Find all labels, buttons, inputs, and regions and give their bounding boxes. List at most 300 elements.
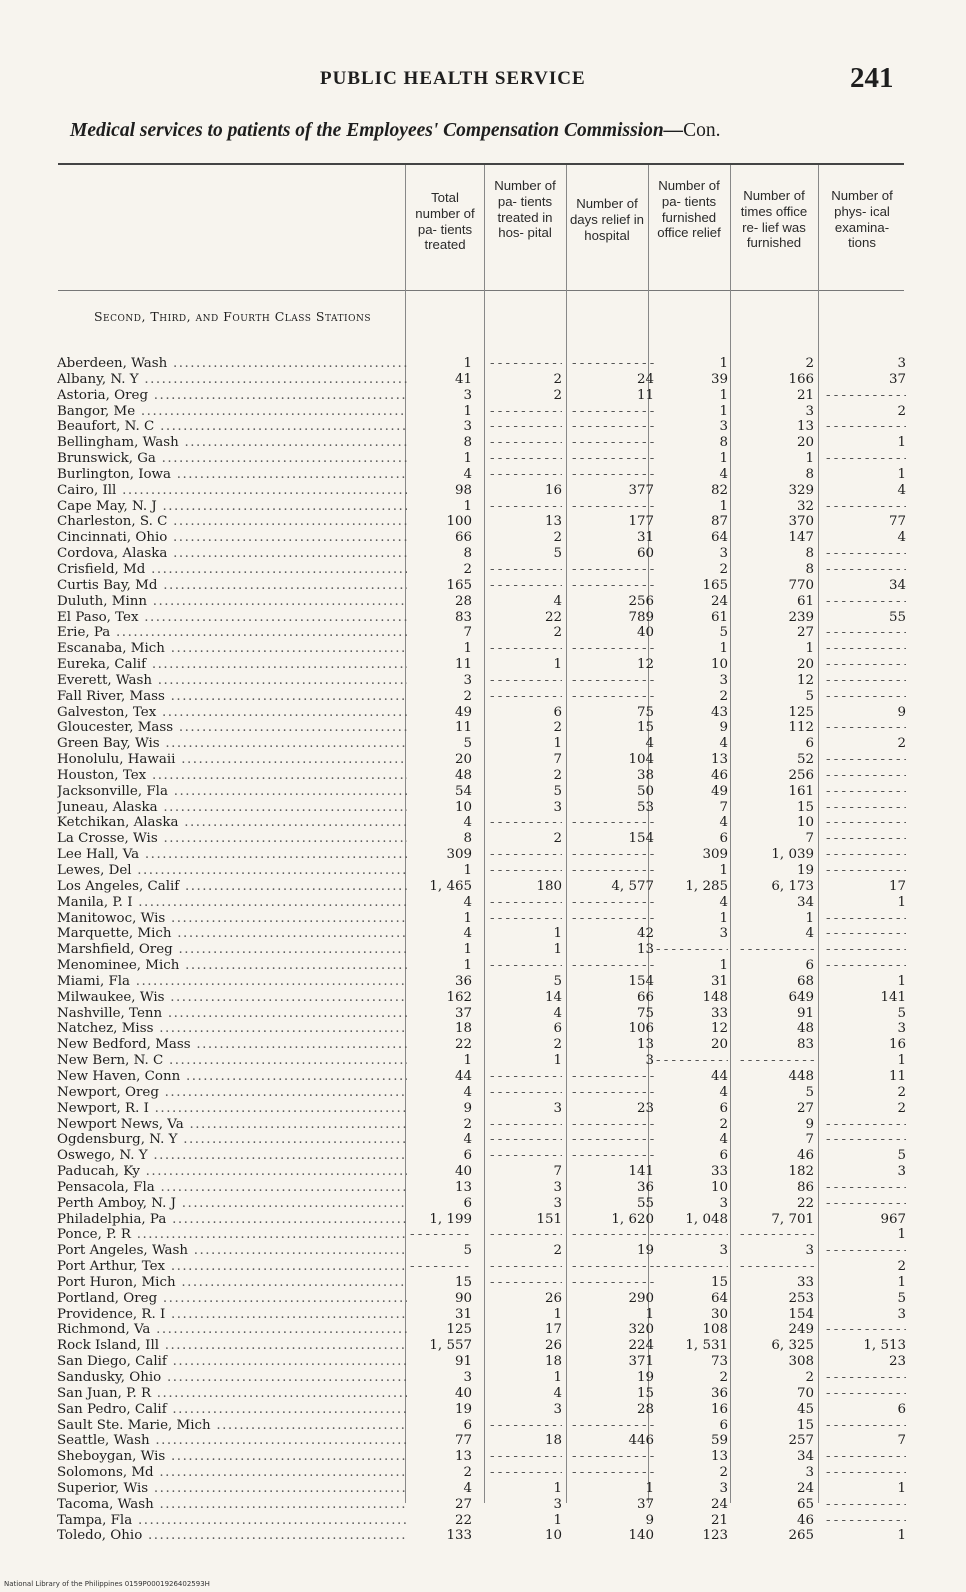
cell-col-3: 40 [636, 625, 654, 641]
cell-col-5: 7, 701 [771, 1211, 814, 1227]
table-row [0, 1101, 966, 1117]
cell-col-4: 2 [719, 1465, 728, 1481]
cell-col-5: 3 [805, 403, 814, 419]
cell-col-3: 154 [628, 973, 654, 989]
cell-col-2: 17 [544, 1322, 562, 1338]
cell-col-3: 1 [645, 1306, 654, 1322]
cell-col-2 [490, 356, 562, 372]
cell-col-1: 1 [463, 958, 472, 974]
cell-col-5: 83 [796, 1037, 814, 1053]
cell-col-1: 22 [454, 1037, 472, 1053]
table-row [0, 546, 966, 562]
cell-col-6: 16 [888, 1037, 906, 1053]
cell-col-3 [572, 419, 654, 435]
cell-col-4: 13 [710, 752, 728, 768]
cell-col-5: 46 [796, 1148, 814, 1164]
station-name: Galveston, Tex ..... [57, 705, 407, 721]
cell-col-2 [490, 1227, 562, 1243]
cell-col-2: 3 [553, 1195, 562, 1211]
station-name: Bangor, Me ..... [57, 404, 407, 420]
station-name: Toledo, Ohio ..... [57, 1528, 407, 1544]
station-name: Erie, Pa ..... [57, 625, 407, 641]
cell-col-2 [490, 467, 562, 483]
cell-col-2: 151 [536, 1211, 562, 1227]
cell-col-5: 6 [805, 736, 814, 752]
title-tail: Con. [683, 120, 721, 141]
cell-col-4: 73 [710, 1354, 728, 1370]
station-name: New Bedford, Mass ..... [57, 1037, 407, 1053]
cell-col-6 [826, 752, 906, 768]
cell-col-3: 154 [628, 831, 654, 847]
cell-col-5: 4 [805, 926, 814, 942]
table-row [0, 610, 966, 626]
station-name: Los Angeles, Calif ..... [57, 879, 407, 895]
cell-col-3 [572, 356, 654, 372]
cell-col-5: 649 [788, 989, 814, 1005]
table-row [0, 1465, 966, 1481]
table-row [0, 990, 966, 1006]
cell-col-2: 5 [553, 546, 562, 562]
table-row [0, 1528, 966, 1544]
cell-col-1: 77 [454, 1433, 472, 1449]
cell-col-5: 256 [788, 767, 814, 783]
table-row [0, 720, 966, 736]
cell-col-3: 177 [628, 514, 654, 530]
cell-col-5: 1, 039 [771, 847, 814, 863]
cell-col-6: 4 [897, 482, 906, 498]
cell-col-6 [826, 388, 906, 404]
station-name: Lee Hall, Va ..... [57, 847, 407, 863]
title-italic: Medical services to patients of the Employees' Compensation Commission— [70, 120, 684, 141]
cell-col-2: 26 [544, 1338, 562, 1354]
col-header-physical-exams: Number of phys- ical examina- tions [831, 188, 893, 251]
cell-col-4: 4 [719, 1084, 728, 1100]
table-row [0, 705, 966, 721]
cell-col-1: 1 [463, 498, 472, 514]
cell-col-5: 22 [796, 1195, 814, 1211]
cell-col-5 [740, 942, 814, 958]
cell-col-3 [572, 673, 654, 689]
cell-col-2: 13 [544, 514, 562, 530]
station-name: Port Huron, Mich ..... [57, 1275, 407, 1291]
cell-col-1: 41 [454, 371, 472, 387]
table-row [0, 1481, 966, 1497]
cell-col-2: 2 [553, 1037, 562, 1053]
cell-col-1: 1, 465 [429, 878, 472, 894]
cell-col-3: 50 [636, 783, 654, 799]
cell-col-4: 1, 285 [685, 878, 728, 894]
station-name: Manitowoc, Wis ..... [57, 911, 407, 927]
cell-col-1: 4 [463, 1480, 472, 1496]
cell-col-4: 13 [710, 1449, 728, 1465]
cell-col-5: 15 [796, 1417, 814, 1433]
cell-col-5: 265 [788, 1528, 814, 1544]
station-name: Ogdensburg, N. Y ..... [57, 1132, 407, 1148]
station-name: Rock Island, Ill ..... [57, 1338, 407, 1354]
table-title [70, 120, 721, 142]
cell-col-5: 257 [788, 1433, 814, 1449]
cell-col-3: 1 [645, 1480, 654, 1496]
cell-col-2: 5 [553, 783, 562, 799]
cell-col-2: 1 [553, 1306, 562, 1322]
cell-col-4: 1, 048 [685, 1211, 728, 1227]
cell-col-3: 320 [628, 1322, 654, 1338]
cell-col-1: 1, 557 [429, 1338, 472, 1354]
cell-col-6 [826, 1117, 906, 1133]
cell-col-1: 2 [463, 561, 472, 577]
cell-col-3 [572, 499, 654, 515]
cell-col-2: 3 [553, 799, 562, 815]
cell-col-3 [572, 689, 654, 705]
cell-col-2: 2 [553, 767, 562, 783]
cell-col-3: 23 [636, 1100, 654, 1116]
table-row [0, 974, 966, 990]
cell-col-4: 64 [710, 530, 728, 546]
cell-col-6 [826, 1497, 906, 1513]
cell-col-5: 5 [805, 1084, 814, 1100]
top-rule [58, 163, 904, 165]
cell-col-2 [490, 689, 562, 705]
header-rule [58, 290, 904, 291]
cell-col-2: 4 [553, 1005, 562, 1021]
cell-col-2: 18 [544, 1354, 562, 1370]
cell-col-2: 2 [553, 1243, 562, 1259]
cell-col-1: 4 [463, 466, 472, 482]
cell-col-4: 1 [719, 910, 728, 926]
cell-col-2 [490, 911, 562, 927]
cell-col-3 [572, 1132, 654, 1148]
station-name: San Juan, P. R ..... [57, 1386, 407, 1402]
cell-col-4: 10 [710, 1179, 728, 1195]
table-row [0, 1386, 966, 1402]
cell-col-4: 7 [719, 799, 728, 815]
cell-col-5 [740, 1053, 814, 1069]
cell-col-4: 3 [719, 419, 728, 435]
cell-col-1: 8 [463, 831, 472, 847]
cell-col-6 [826, 800, 906, 816]
cell-col-6 [826, 625, 906, 641]
cell-col-3 [572, 911, 654, 927]
cell-col-4: 1 [719, 403, 728, 419]
table-row [0, 926, 966, 942]
station-name: Lewes, Del ..... [57, 863, 407, 879]
table-row [0, 1291, 966, 1307]
cell-col-6: 17 [888, 878, 906, 894]
cell-col-3 [572, 863, 654, 879]
cell-col-3 [572, 404, 654, 420]
cell-col-4: 6 [719, 1148, 728, 1164]
cell-col-2 [490, 404, 562, 420]
cell-col-6 [826, 673, 906, 689]
station-name: Tacoma, Wash ..... [57, 1497, 407, 1513]
cell-col-1: 22 [454, 1512, 472, 1528]
cell-col-3: 446 [628, 1433, 654, 1449]
cell-col-3 [572, 1117, 654, 1133]
table-row [0, 1037, 966, 1053]
table-row [0, 1069, 966, 1085]
cell-col-6: 1 [897, 466, 906, 482]
table-row [0, 641, 966, 657]
cell-col-3: 4, 577 [611, 878, 654, 894]
cell-col-5: 161 [788, 783, 814, 799]
cell-col-1: 91 [454, 1354, 472, 1370]
cell-col-6: 3 [897, 1306, 906, 1322]
cell-col-4: 16 [710, 1401, 728, 1417]
cell-col-2 [490, 1117, 562, 1133]
cell-col-1: 100 [446, 514, 472, 530]
cell-col-3: 19 [636, 1243, 654, 1259]
cell-col-1: 11 [454, 720, 472, 736]
cell-col-1: 20 [454, 752, 472, 768]
cell-col-3 [572, 958, 654, 974]
table-row [0, 831, 966, 847]
cell-col-2: 6 [553, 1021, 562, 1037]
cell-col-5: 9 [805, 1116, 814, 1132]
cell-col-4: 1 [719, 356, 728, 371]
cell-col-4: 33 [710, 1005, 728, 1021]
cell-col-1: 19 [454, 1401, 472, 1417]
cell-col-2: 3 [553, 1401, 562, 1417]
table-row [0, 752, 966, 768]
cell-col-2: 2 [553, 625, 562, 641]
cell-col-2 [490, 1275, 562, 1291]
cell-col-1: 1 [463, 451, 472, 467]
station-name: Solomons, Md ..... [57, 1465, 407, 1481]
cell-col-4: 148 [702, 989, 728, 1005]
cell-col-1: 48 [454, 767, 472, 783]
cell-col-6: 37 [888, 371, 906, 387]
cell-col-4: 3 [719, 546, 728, 562]
cell-col-4: 9 [719, 720, 728, 736]
cell-col-6 [826, 689, 906, 705]
cell-col-5: 5 [805, 688, 814, 704]
cell-col-4: 4 [719, 466, 728, 482]
cell-col-2 [490, 578, 562, 594]
cell-col-4: 8 [719, 435, 728, 451]
station-name: Marquette, Mich ..... [57, 926, 407, 942]
cell-col-2: 1 [553, 1370, 562, 1385]
cell-col-3: 12 [636, 657, 654, 673]
cell-col-5: 12 [796, 672, 814, 688]
cell-col-1: 66 [454, 530, 472, 546]
station-name: Paducah, Ky ..... [57, 1164, 407, 1180]
station-name: Sheboygan, Wis ..... [57, 1449, 407, 1465]
station-name: Houston, Tex ..... [57, 768, 407, 784]
cell-col-6: 34 [888, 577, 906, 593]
station-name: Burlington, Iowa ..... [57, 467, 407, 483]
table-row [0, 1006, 966, 1022]
cell-col-6: 2 [897, 1100, 906, 1116]
cell-col-2: 14 [544, 989, 562, 1005]
table-row [0, 356, 966, 372]
cell-col-1: 4 [463, 894, 472, 910]
cell-col-3: 3 [645, 1053, 654, 1069]
cell-col-4: 12 [710, 1021, 728, 1037]
cell-col-4 [656, 942, 728, 958]
cell-col-4: 20 [710, 1037, 728, 1053]
station-name: Curtis Bay, Md ..... [57, 578, 407, 594]
cell-col-6: 7 [897, 1433, 906, 1449]
cell-col-4: 108 [702, 1322, 728, 1338]
cell-col-3 [572, 435, 654, 451]
cell-col-3: 38 [636, 767, 654, 783]
cell-col-6 [826, 863, 906, 879]
cell-col-6: 3 [897, 1021, 906, 1037]
cell-col-2: 1 [553, 1053, 562, 1069]
cell-col-5: 15 [796, 799, 814, 815]
cell-col-5: 34 [796, 894, 814, 910]
cell-col-5: 20 [796, 435, 814, 451]
cell-col-5: 154 [788, 1306, 814, 1322]
station-name: Brunswick, Ga ..... [57, 451, 407, 467]
station-name: Honolulu, Hawaii ..... [57, 752, 407, 768]
cell-col-4: 82 [710, 482, 728, 498]
cell-col-4: 3 [719, 926, 728, 942]
station-name: New Haven, Conn ..... [57, 1069, 407, 1085]
cell-col-3 [572, 451, 654, 467]
cell-col-5: 65 [796, 1496, 814, 1512]
cell-col-3 [572, 641, 654, 657]
cell-col-5: 33 [796, 1274, 814, 1290]
cell-col-2 [490, 1069, 562, 1085]
table-row [0, 514, 966, 530]
cell-col-4: 6 [719, 1417, 728, 1433]
col-header-treated-in-hospital: Number of pa- tients treated in hos- pital [494, 178, 556, 241]
cell-col-6 [826, 451, 906, 467]
cell-col-6 [826, 942, 906, 958]
cell-col-2 [490, 1085, 562, 1101]
cell-col-5: 253 [788, 1290, 814, 1306]
cell-col-6: 1 [897, 1274, 906, 1290]
cell-col-6 [826, 1418, 906, 1434]
station-name: Fall River, Mass ..... [57, 689, 407, 705]
table-row [0, 499, 966, 515]
cell-col-1: 18 [454, 1021, 472, 1037]
cell-col-6: 1 [897, 1227, 906, 1243]
cell-col-4: 1, 531 [685, 1338, 728, 1354]
cell-col-2 [490, 435, 562, 451]
cell-col-4: 2 [719, 561, 728, 577]
cell-col-2 [490, 499, 562, 515]
cell-col-5: 20 [796, 657, 814, 673]
station-name: Natchez, Miss ..... [57, 1021, 407, 1037]
running-head: PUBLIC HEALTH SERVICE [320, 68, 586, 89]
cell-col-4: 30 [710, 1306, 728, 1322]
cell-col-3: 13 [636, 942, 654, 958]
cell-col-6 [826, 1196, 906, 1212]
cell-col-4: 64 [710, 1290, 728, 1306]
cell-col-5: 249 [788, 1322, 814, 1338]
cell-col-2: 5 [553, 973, 562, 989]
cell-col-3: 36 [636, 1179, 654, 1195]
col-header-days-relief: Number of days relief in hospital [569, 196, 645, 243]
cell-col-5: 34 [796, 1449, 814, 1465]
cell-col-1: 49 [454, 704, 472, 720]
cell-col-4: 3 [719, 1195, 728, 1211]
station-name: Tampa, Fla ..... [57, 1513, 407, 1529]
col-header-total-treated: Total number of pa- tients treated [415, 190, 475, 253]
cell-col-1: 5 [463, 736, 472, 752]
cell-col-6 [826, 1513, 906, 1529]
station-name: Eureka, Calif ..... [57, 657, 407, 673]
cell-col-1 [410, 1227, 472, 1243]
cell-col-1: 28 [454, 593, 472, 609]
cell-col-1: 162 [446, 989, 472, 1005]
cell-col-2: 2 [553, 831, 562, 847]
cell-col-4: 2 [719, 1370, 728, 1385]
cell-col-4: 4 [719, 736, 728, 752]
cell-col-1: 2 [463, 688, 472, 704]
table-row [0, 419, 966, 435]
cell-col-2: 3 [553, 1179, 562, 1195]
cell-col-5: 770 [788, 577, 814, 593]
cell-col-1: 1, 199 [429, 1211, 472, 1227]
station-name: Cape May, N. J ..... [57, 499, 407, 515]
station-name: Everett, Wash ..... [57, 673, 407, 689]
cell-col-5: 1 [805, 451, 814, 467]
cell-col-1: 5 [463, 1243, 472, 1259]
station-name: Green Bay, Wis ..... [57, 736, 407, 752]
cell-col-1: 54 [454, 783, 472, 799]
station-name: Bellingham, Wash ..... [57, 435, 407, 451]
table-row [0, 1132, 966, 1148]
cell-col-5: 166 [788, 371, 814, 387]
table-row [0, 1370, 966, 1386]
cell-col-4: 4 [719, 1132, 728, 1148]
cell-col-3: 37 [636, 1496, 654, 1512]
cell-col-4 [656, 1259, 728, 1275]
cell-col-6 [826, 1449, 906, 1465]
station-name: Jacksonville, Fla ..... [57, 784, 407, 800]
station-name: Port Angeles, Wash ..... [57, 1243, 407, 1259]
station-name: Miami, Fla ..... [57, 974, 407, 990]
cell-col-1: 2 [463, 1116, 472, 1132]
cell-col-4: 1 [719, 498, 728, 514]
table-row [0, 625, 966, 641]
cell-col-3: 19 [636, 1370, 654, 1385]
cell-col-5: 112 [788, 720, 814, 736]
cell-col-2: 6 [553, 704, 562, 720]
cell-col-5: 52 [796, 752, 814, 768]
cell-col-2: 7 [553, 752, 562, 768]
cell-col-5: 8 [805, 561, 814, 577]
cell-col-2: 3 [553, 1496, 562, 1512]
cell-col-5: 6 [805, 958, 814, 974]
cell-col-4: 24 [710, 593, 728, 609]
cell-col-5: 239 [788, 609, 814, 625]
cell-col-5: 1 [805, 641, 814, 657]
table-row [0, 1085, 966, 1101]
cell-col-2 [490, 847, 562, 863]
table-row [0, 863, 966, 879]
cell-col-3 [572, 578, 654, 594]
cell-col-4: 309 [702, 847, 728, 863]
cell-col-6 [826, 1322, 906, 1338]
cell-col-5: 27 [796, 1100, 814, 1116]
cell-col-3 [572, 1259, 654, 1275]
table-row [0, 530, 966, 546]
cell-col-6: 3 [897, 1164, 906, 1180]
cell-col-1: 31 [454, 1306, 472, 1322]
cell-col-4: 2 [719, 688, 728, 704]
cell-col-3: 377 [628, 482, 654, 498]
cell-col-6: 5 [897, 1005, 906, 1021]
cell-col-1: 3 [463, 387, 472, 403]
cell-col-6: 967 [880, 1211, 906, 1227]
cell-col-2 [490, 1465, 562, 1481]
cell-col-2: 1 [553, 942, 562, 958]
cell-col-6: 11 [888, 1068, 906, 1084]
